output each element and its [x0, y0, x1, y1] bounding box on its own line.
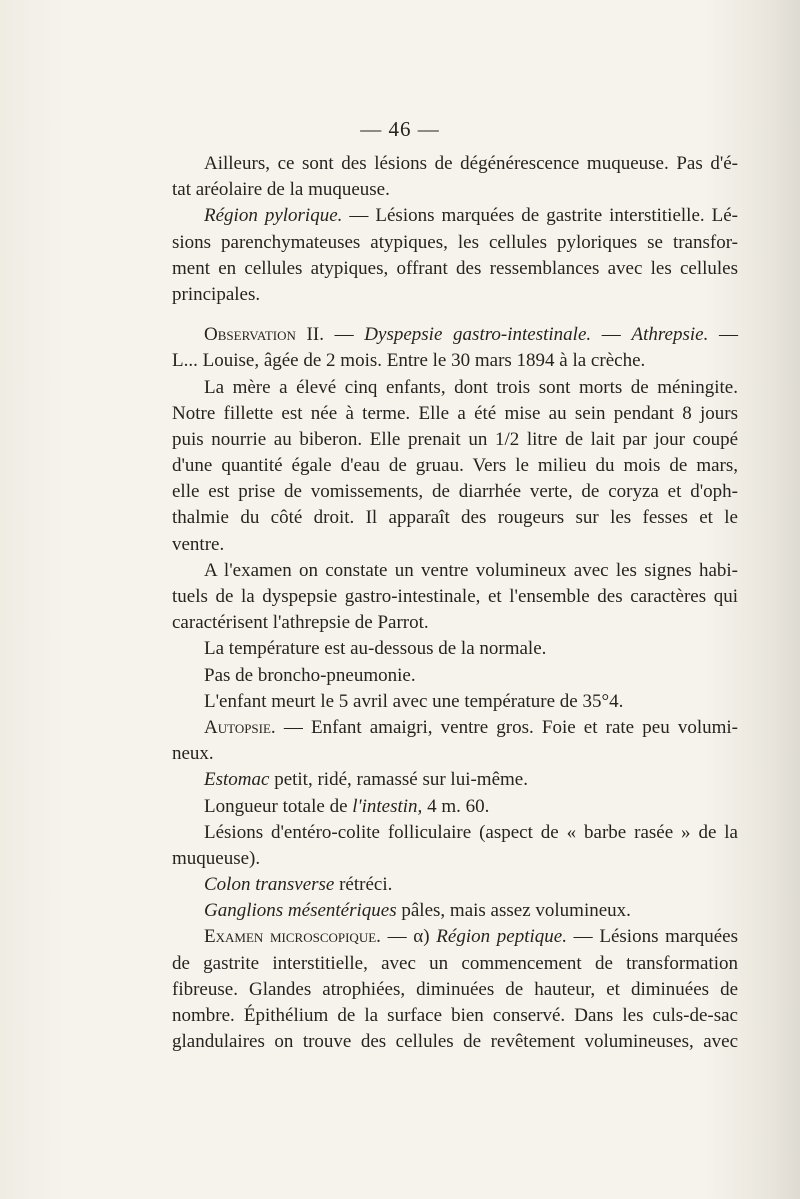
text-line: puis nourrie au biberon. Elle prenait un 1/2 litre de lait par jour coupé	[172, 428, 738, 450]
body-text	[172, 151, 738, 1055]
text-line: Ganglions mésentériques pâles, mais assez volumineux.	[204, 900, 631, 922]
text-line: nombre. Épithélium de la surface bien conservé. Dans les culs-de-sac	[172, 1005, 738, 1026]
text-line: principales.	[172, 283, 261, 305]
text-line: tat aréolaire de la muqueuse.	[172, 179, 390, 201]
text-line: muqueuse).	[172, 847, 261, 869]
text-line: Région pylorique. — Lésions marquées de gastrite interstitielle. Lé-	[204, 205, 738, 227]
text-line: L'enfant meurt le 5 avril avec une température de 35°4.	[204, 690, 624, 712]
text-line: Ailleurs, ce sont des lésions de dégénérescence muqueuse. Pas d'é-	[204, 153, 738, 174]
text-line: d'une quantité égale d'eau de gruau. Vers le milieu du mois de mars,	[172, 455, 738, 477]
page-number: — 46 —	[360, 117, 440, 141]
section-heading: Région pylorique.	[204, 205, 343, 227]
paragraph-gap	[172, 308, 738, 322]
text-line: ventre.	[172, 533, 225, 555]
text-line: thalmie du côté droit. Il apparaît des rougeurs sur les fesses et le	[172, 507, 738, 529]
text-line: de gastrite interstitielle, avec un commencement de transformation	[172, 952, 738, 974]
text-line: Pas de broncho-pneumonie.	[204, 664, 416, 686]
text-line: neux.	[172, 743, 214, 765]
text-line: La mère a élevé cinq enfants, dont trois sont morts de méningite.	[204, 376, 738, 398]
text-line: fibreuse. Glandes atrophiées, diminuées de hauteur, et diminuées de	[172, 978, 738, 1000]
text-line: caractérisent l'athrepsie de Parrot.	[172, 612, 429, 634]
text-line: Lésions d'entéro-colite folliculaire (aspect de « barbe rasée » de la	[204, 821, 738, 843]
text-line: L... Louise, âgée de 2 mois. Entre le 30 mars 1894 à la crèche.	[172, 350, 646, 372]
text-line: Notre fillette est née à terme. Elle a été mise au sein pendant 8 jours	[172, 402, 738, 424]
observation-heading: Observation II. — Dyspepsie gastro-intestinale. — Athrepsie. —	[204, 324, 739, 346]
microscopy-line: Examen microscopique. — α) Région peptique. — Lésions marquées	[204, 926, 738, 948]
text-line: Longueur totale de l'intestin, 4 m. 60.	[204, 795, 490, 817]
text-line: La température est au-dessous de la normale.	[204, 638, 547, 660]
text-line: tuels de la dyspepsie gastro-intestinale, et l'ensemble des caractères qui	[172, 586, 738, 607]
text-line: ment en cellules atypiques, offrant des ressemblances avec les cellules	[172, 257, 738, 279]
autopsy-line: Autopsie. — Enfant amaigri, ventre gros. Foie et rate peu volumi-	[204, 716, 738, 738]
text-line: Estomac petit, ridé, ramassé sur lui-même.	[204, 769, 528, 791]
text-line: Colon transverse rétréci.	[204, 874, 393, 896]
text-line: elle est prise de vomissements, de diarrhée verte, de coryza et d'oph-	[172, 481, 738, 503]
text-line: A l'examen on constate un ventre volumineux avec les signes habi-	[204, 559, 738, 581]
text-line: sions parenchymateuses atypiques, les cellules pyloriques se transfor-	[172, 231, 738, 253]
text-line: glandulaires on trouve des cellules de revêtement volumineuses, avec	[172, 1031, 738, 1053]
